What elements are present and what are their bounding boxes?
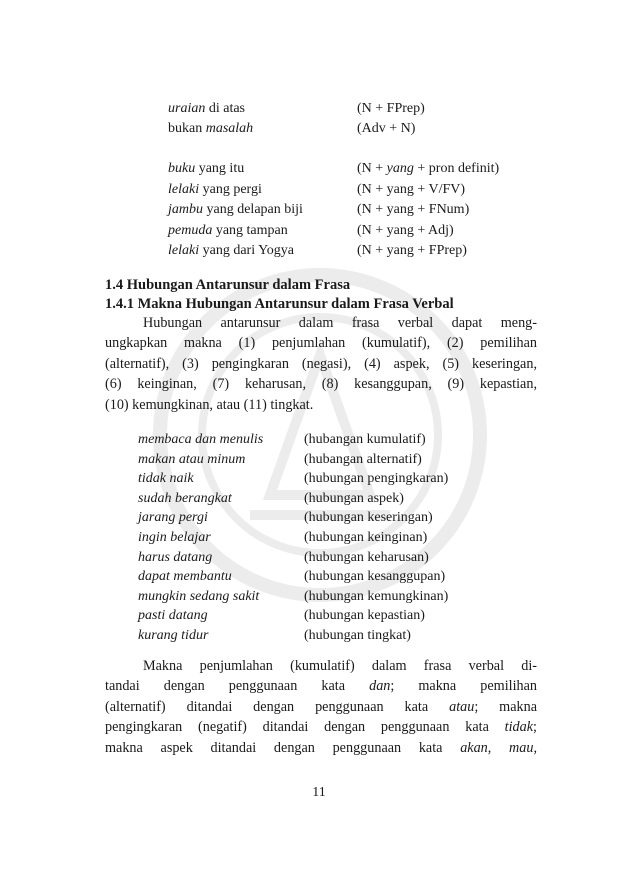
example-phrase: uraian di atas [168, 101, 245, 116]
example-phrase: jambu yang delapan biji [168, 202, 303, 217]
paragraph-line: Makna penjumlahan (kumulatif) dalam frasa verbal di- [143, 658, 537, 674]
example-phrase: buku yang itu [168, 161, 245, 176]
relation-type: (hubungan kesanggupan) [304, 569, 446, 585]
verbal-phrase: harus datang [138, 549, 213, 565]
example-phrase: lelaki yang pergi [168, 182, 262, 197]
example-formula: (N + yang + FPrep) [357, 243, 467, 258]
relation-type: (hubungan aspek) [304, 490, 404, 506]
paragraph-intro [105, 313, 537, 415]
example-formula: (N + yang + V/FV) [357, 182, 466, 197]
relation-type: (hubungan pengingkaran) [304, 471, 449, 487]
relation-type: (hubangan alternatif) [304, 451, 422, 467]
subsection-heading: 1.4.1 Makna Hubungan Antarunsur dalam Frasa Verbal [105, 296, 454, 312]
relation-type: (hubungan keharusan) [304, 549, 429, 565]
paragraph-line: pengingkaran (negatif) ditandai dengan penggunaan kata tidak; [105, 719, 537, 736]
example-formula: (N + yang + FNum) [357, 202, 470, 217]
paragraph-line: ungkapkan makna (1) penjumlahan (kumulatif), (2) pemilihan [105, 335, 537, 352]
verbal-phrase: jarang pergi [138, 510, 208, 526]
verbal-phrase: pasti datang [138, 608, 208, 624]
page-number: 11 [312, 785, 326, 800]
section-heading: 1.4 Hubungan Antarunsur dalam Frasa [105, 277, 351, 293]
verbal-phrase: mungkin sedang sakit [138, 588, 260, 604]
example-phrase: pemuda yang tampan [168, 223, 288, 238]
relation-type: (hubangan kumulatif) [304, 432, 426, 447]
paragraph-explanation [105, 656, 537, 758]
example-formula: (Adv + N) [357, 121, 416, 136]
relation-type: (hubungan tingkat) [304, 628, 411, 643]
relation-type: (hubungan keinginan) [304, 530, 428, 545]
verbal-phrase: ingin belajar [138, 530, 211, 545]
example-phrase: lelaki yang dari Yogya [168, 243, 294, 258]
verbal-phrase: makan atau minum [138, 451, 246, 467]
paragraph-line: (alternatif), (3) pengingkaran (negasi), (4) aspek, (5) keseringan, [105, 355, 537, 372]
paragraph-line: (10) kemungkinan, atau (11) tingkat. [105, 396, 314, 413]
verbal-phrase: kurang tidur [138, 628, 209, 643]
example-formula: (N + yang + Adj) [357, 223, 454, 238]
paragraph-line: (alternatif) ditandai dengan penggunaan kata atau; makna [105, 698, 538, 715]
example-phrase: bukan masalah [168, 121, 254, 136]
verbal-phrase: dapat membantu [138, 569, 232, 585]
paragraph-line: tandai dengan penggunaan kata dan; makna pemilihan [105, 678, 538, 695]
relation-type: (hubungan kemungkinan) [304, 588, 449, 604]
verbal-phrase: membaca dan menulis [138, 432, 264, 447]
verbal-phrase: sudah berangkat [138, 490, 232, 506]
example-formula: (N + yang + pron definit) [357, 161, 500, 176]
relation-type: (hubungan kepastian) [304, 608, 425, 624]
relation-type: (hubungan keseringan) [304, 510, 433, 526]
verbal-phrase: tidak naik [138, 471, 194, 487]
example-formula: (N + FPrep) [357, 101, 425, 116]
paragraph-line: Hubungan antarunsur dalam frasa verbal dapat meng- [143, 315, 537, 331]
paragraph-line: makna aspek ditandai dengan penggunaan kata akan, mau, [105, 739, 538, 756]
paragraph-line: (6) keinginan, (7) keharusan, (8) kesanggupan, (9) kepastian, [105, 376, 537, 393]
